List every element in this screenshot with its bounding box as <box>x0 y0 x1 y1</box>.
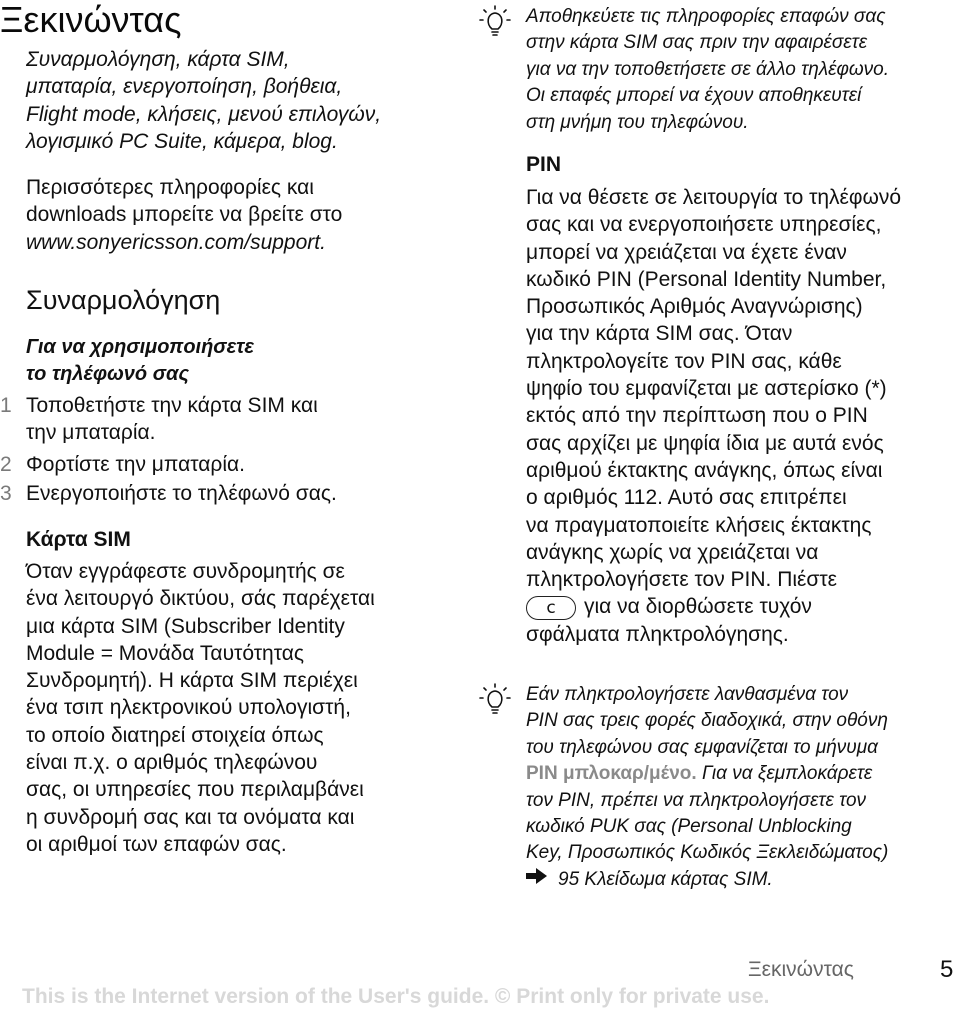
pin-line: ο αριθμός 112. Αυτό σας επιτρέπει <box>526 486 847 510</box>
pin-line: Προσωπικός Αριθμός Αναγνώρισης) <box>526 295 863 319</box>
pin-heading: PIN <box>526 153 562 176</box>
assembly-heading: Συναρμολόγηση <box>26 285 221 315</box>
pin-line: σας και να ενεργοποιήσετε υπηρεσίες, <box>526 213 882 237</box>
pin-line: κωδικό PIN (Personal Identity Number, <box>526 267 887 291</box>
intro-topics <box>26 46 381 155</box>
use-phone-subheading <box>26 334 254 388</box>
pin-line: να πραγματοποιείτε κλήσεις έκτακτης <box>526 513 872 537</box>
pin-line: πληκτρολογείτε τον PIN σας, κάθε <box>526 349 842 373</box>
subheading-line: Για να χρησιμοποιήσετε <box>26 336 254 358</box>
sim-line: μια κάρτα SIM (Subscriber Identity <box>26 614 345 638</box>
page-number: 5 <box>940 956 954 983</box>
step-line: Τοποθετήστε την κάρτα SIM και <box>26 394 318 417</box>
sim-line: ένα τσιπ ηλεκτρονικού υπολογιστή, <box>26 696 351 720</box>
pin-paragraph <box>526 184 901 648</box>
tip-line: PIN σας τρεις φορές διαδοχικά, στην οθόνη <box>526 710 888 732</box>
step-number: 1 <box>0 394 12 417</box>
pin-line: αριθμού έκτακτης ανάγκης, όπως είναι <box>526 458 883 482</box>
sim-card-heading: Κάρτα SIM <box>26 528 131 551</box>
tip-line: Οι επαφές μπορεί να έχουν αποθηκευτεί <box>526 85 862 107</box>
watermark: This is the Internet version of the User's guide. © Print only for private use. <box>22 985 770 1008</box>
sim-line: είναι π.χ. ο αριθμός τηλεφώνου <box>26 751 318 775</box>
intro-line: Συναρμολόγηση, κάρτα SIM, <box>26 48 290 71</box>
tip-line <box>526 867 888 894</box>
step-line: Ενεργοποιήστε το τηλέφωνό σας. <box>26 482 337 505</box>
intro-line: λογισμικό PC Suite, κάμερα, blog. <box>26 129 338 153</box>
sim-line: η συνδρομή σας και τα ονόματα και <box>26 805 355 829</box>
contacts-tip <box>526 4 889 136</box>
tip-line: κωδικό PUK σας (Personal Unblocking <box>526 816 852 838</box>
arrow-right-icon <box>526 867 548 893</box>
step-line: την μπαταρία. <box>26 421 156 445</box>
lightbulb-tip-icon <box>478 4 514 38</box>
support-url-link[interactable]: www.sonyericsson.com/support. <box>26 230 326 254</box>
tip-line: Αποθηκεύετε τις πληροφορίες επαφών σας <box>526 6 886 27</box>
step-number: 2 <box>0 453 12 476</box>
pin-blocked-tip <box>526 682 888 893</box>
sim-line: Όταν εγγράφεστε συνδρομητής σε <box>26 560 345 583</box>
pin-line: σφάλματα πληκτρολόγησης. <box>526 622 789 646</box>
more-info-line: downloads μπορείτε να βρείτε στο <box>26 203 343 227</box>
tip-line: για να την τοποθετήσετε σε άλλο τηλέφωνο. <box>526 58 889 80</box>
pin-line-with-key <box>526 593 901 620</box>
pin-line: σας αρχίζει με ψηφία ίδια με αυτά ενός <box>526 431 884 455</box>
step-line: Φορτίστε την μπαταρία. <box>26 453 245 476</box>
pin-line: ψηφίο του εμφανίζεται με αστερίσκο (*) <box>526 377 887 401</box>
tip-line: στη μνήμη του τηλεφώνου. <box>526 111 749 133</box>
pin-blocked-message: PIN μπλοκαρ/μένο. <box>526 763 697 785</box>
sim-line: οι αριθμοί των επαφών σας. <box>26 832 287 856</box>
step-text <box>26 451 245 478</box>
subheading-line: το τηλέφωνό σας <box>26 363 190 385</box>
tip-line: Εάν πληκτρολογήσετε λανθασμένα τον <box>526 684 849 705</box>
pin-line: ανάγκης χωρίς να χρειάζεται να <box>526 540 819 564</box>
sim-card-paragraph <box>26 558 375 858</box>
pin-line: Για να θέσετε σε λειτουργία το τηλέφωνό <box>526 186 902 209</box>
pin-line: πληκτρολογήσετε τον PIN. Πιέστε <box>526 568 838 592</box>
tip-fragment: Για να ξεμπλοκάρετε <box>696 763 873 785</box>
c-key-icon: c <box>526 596 576 620</box>
sim-line: ένα λειτουργό δικτύου, σάς παρέχεται <box>26 587 375 611</box>
tip-line: στην κάρτα SIM σας πριν την αφαιρέσετε <box>526 32 868 54</box>
sim-line: Συνδρομητή). Η κάρτα SIM περιέχει <box>26 669 358 693</box>
page-title: Ξεκινώντας <box>0 0 182 40</box>
pin-line: εκτός από την περίπτωση που ο PIN <box>526 404 868 428</box>
tip-line: τον PIN, πρέπει να πληκτρολογήσετε τον <box>526 789 867 811</box>
sim-line: το οποίο διατηρεί στοιχεία όπως <box>26 723 324 747</box>
sim-lock-reference-link[interactable]: 95 Κλείδωμα κάρτας SIM. <box>558 869 773 891</box>
more-info-line: Περισσότερες πληροφορίες και <box>26 176 314 199</box>
footer-section-title: Ξεκινώντας <box>748 958 854 981</box>
intro-line: Flight mode, κλήσεις, μενού επιλογών, <box>26 102 382 126</box>
step-number: 3 <box>0 482 12 505</box>
step-text <box>26 480 337 507</box>
sim-line: σας, οι υπηρεσίες που περιλαμβάνει <box>26 778 364 802</box>
tip-line: Key, Προσωπικός Κωδικός Ξεκλειδώματος) <box>526 842 889 864</box>
tip-line <box>526 761 888 787</box>
more-info-paragraph <box>26 174 342 256</box>
pin-line: μπορεί να χρειάζεται να έχετε έναν <box>526 240 847 264</box>
pin-line: για την κάρτα SIM σας. Όταν <box>526 322 793 346</box>
pin-line: για να διορθώσετε τυχόν <box>584 595 812 619</box>
intro-line: μπαταρία, ενεργοποίηση, βοήθεια, <box>26 75 343 99</box>
sim-line: Module = Μονάδα Ταυτότητας <box>26 641 304 665</box>
lightbulb-tip-icon <box>478 682 514 716</box>
tip-line: του τηλεφώνου σας εμφανίζεται το μήνυμα <box>526 736 878 758</box>
step-text <box>26 392 318 447</box>
